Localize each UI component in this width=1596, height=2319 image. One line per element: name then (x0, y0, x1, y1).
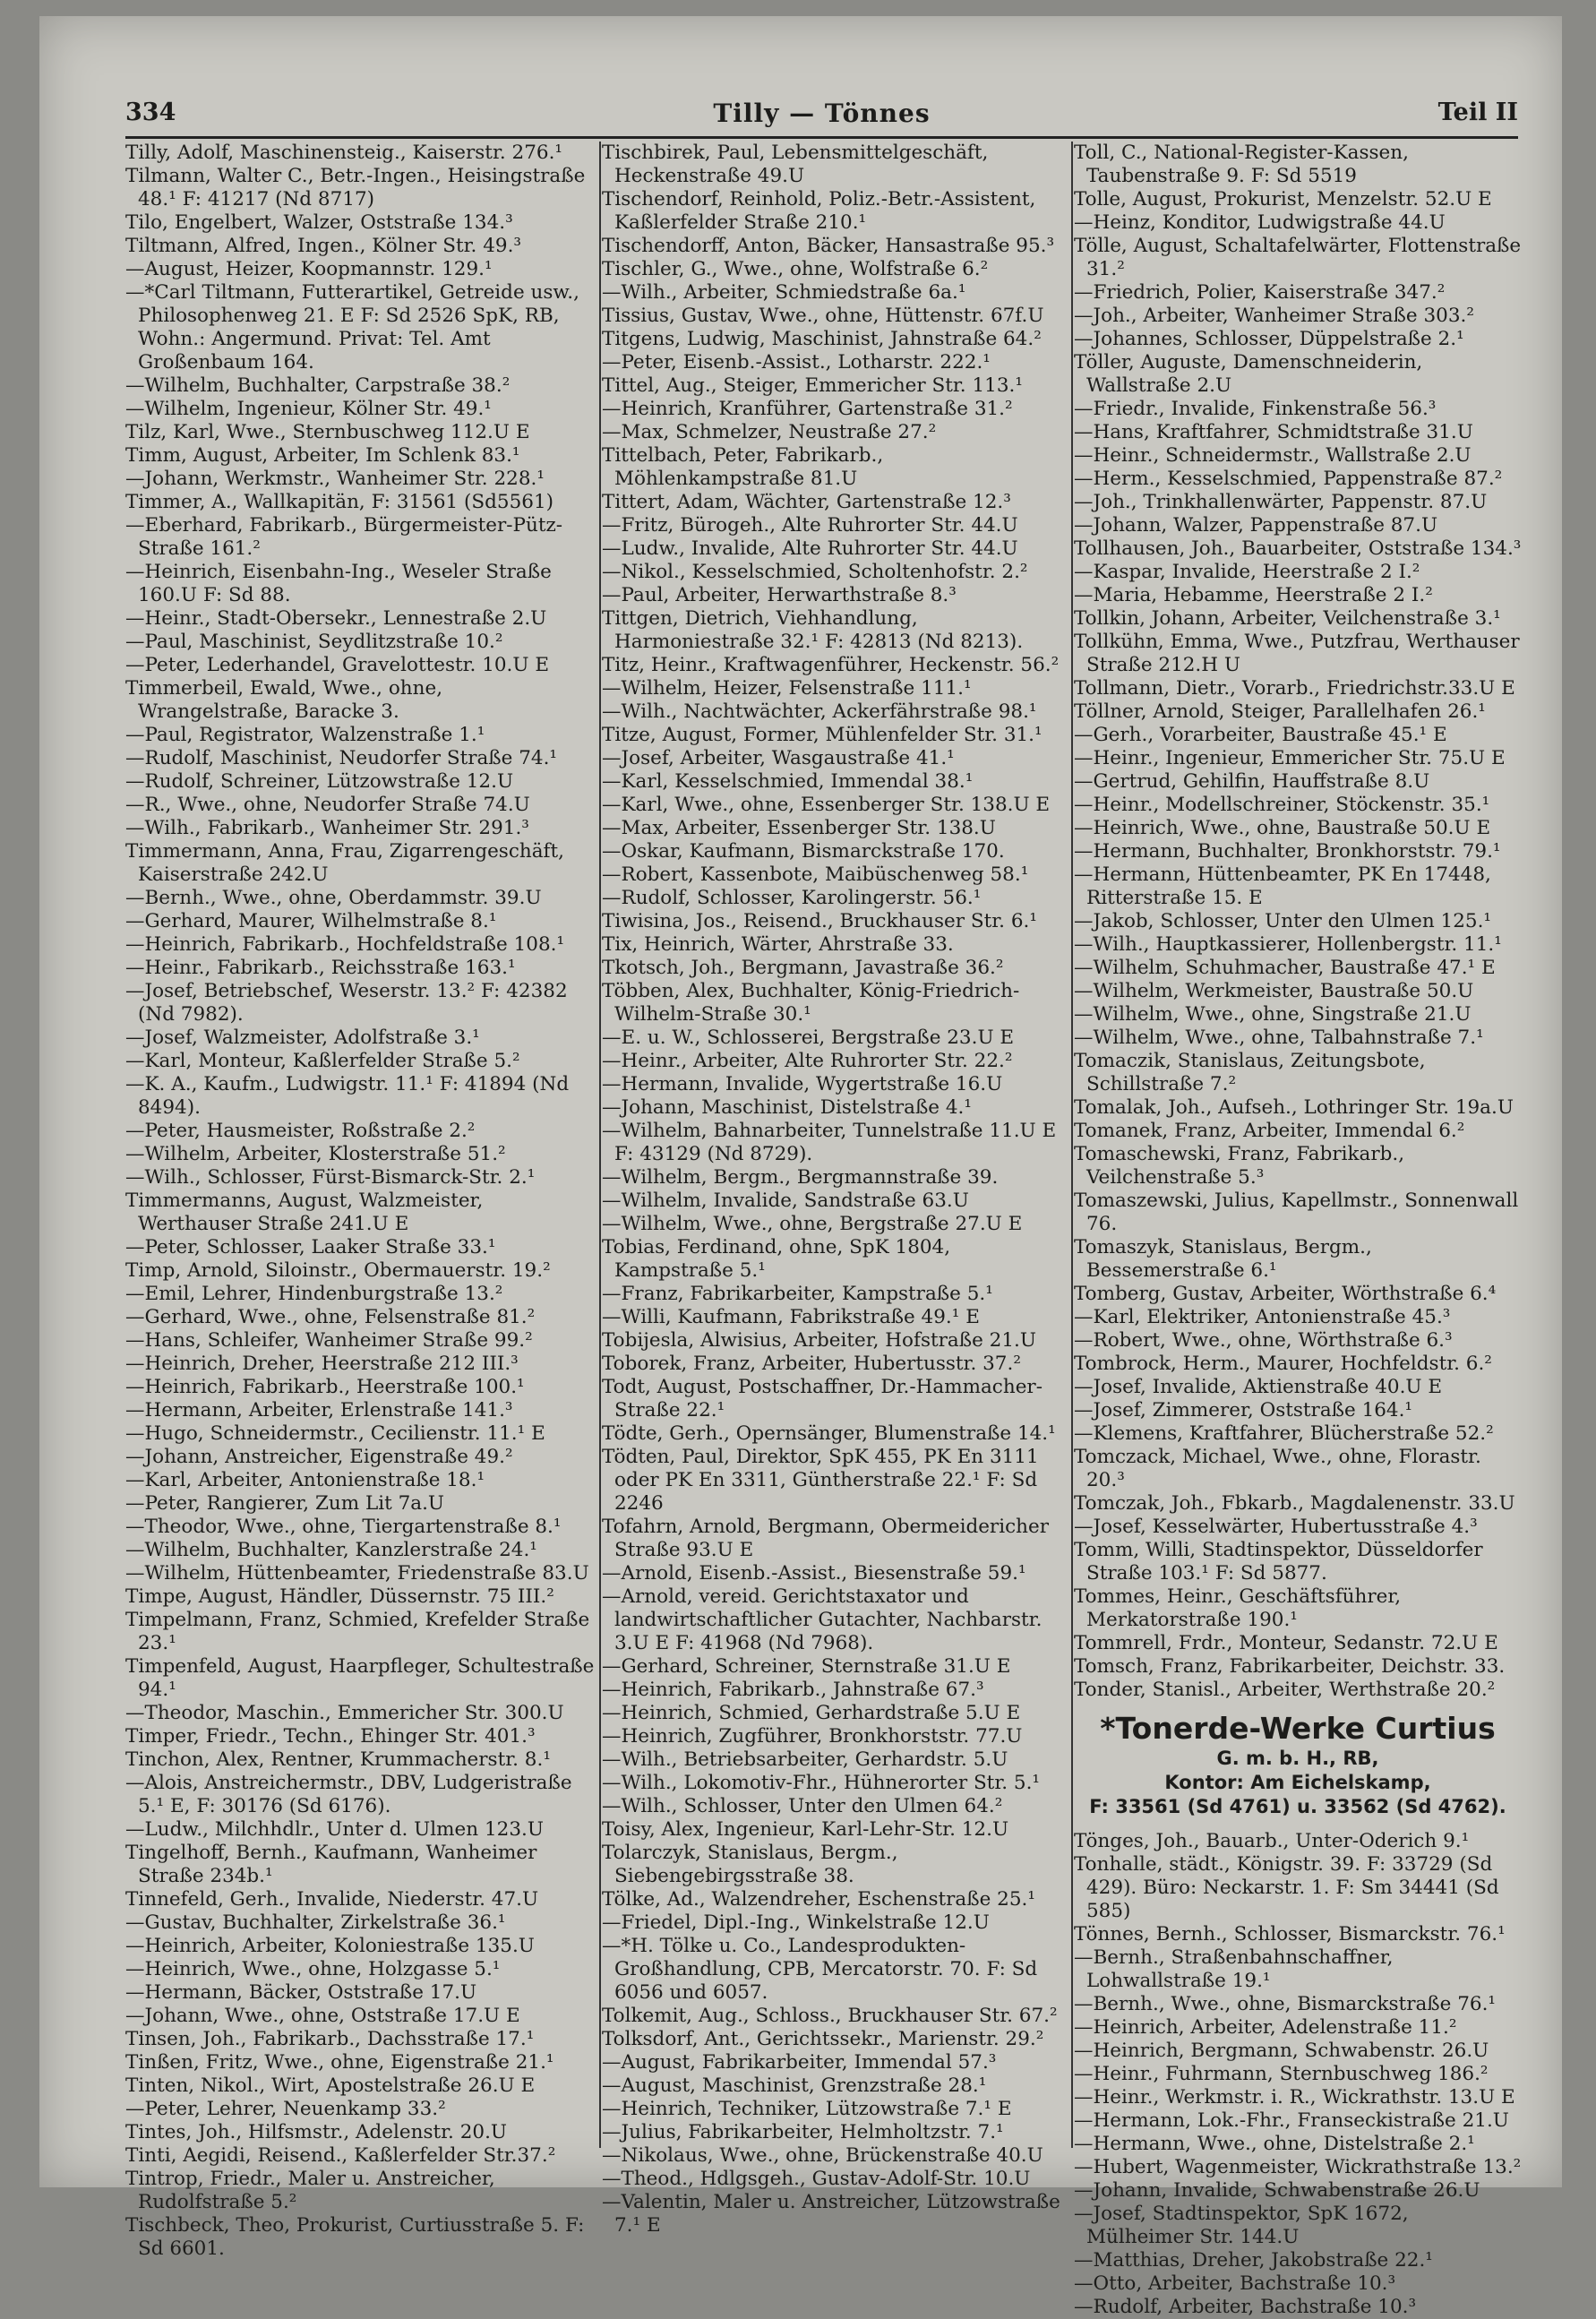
directory-entry: —Peter, Eisenb.-Assist., Lotharstr. 222.¹ (602, 351, 991, 374)
directory-entry: Tonhalle, städt., Königstr. 39. F: 33729 (Sd 429). Büro: Neckarstr. 1. F: Sm 34441 (Sd 585) (1074, 1853, 1499, 1922)
directory-entry: —Johann, Maschinist, Distelstraße 4.¹ (602, 1096, 972, 1119)
directory-entry: Tilo, Engelbert, Walzer, Oststraße 134.³ (125, 211, 513, 234)
directory-entry: —Friedr., Invalide, Finkenstraße 56.³ (1074, 398, 1437, 420)
directory-entry: —Wilhelm, Heizer, Felsenstraße 111.¹ (602, 677, 972, 700)
directory-entry: —Karl, Kesselschmied, Immendal 38.¹ (602, 770, 974, 793)
directory-entry: Tinchon, Alex, Rentner, Krummacherstr. 8.¹ (125, 1748, 551, 1771)
directory-entry: —Heinr., Fuhrmann, Sternbuschweg 186.² (1074, 2063, 1489, 2085)
directory-entry: —Wilh., Arbeiter, Schmiedstraße 6a.¹ (602, 281, 966, 304)
directory-entry: —Theodor, Maschin., Emmericher Str. 300.U (125, 1702, 564, 1724)
directory-entry: Tommrell, Frdr., Monteur, Sedanstr. 72.U E (1074, 1632, 1498, 1654)
directory-entry: —Nikol., Kesselschmied, Scholtenhofstr. 2.² (602, 561, 1028, 583)
directory-entry: Timmer, A., Wallkapitän, F: 31561 (Sd5561) (125, 491, 554, 513)
directory-entry: Tolle, August, Prokurist, Menzelstr. 52.U E (1074, 188, 1492, 210)
directory-entry: —Franz, Fabrikarbeiter, Kampstraße 5.¹ (602, 1283, 993, 1305)
directory-entry: —Gustav, Buchhalter, Zirkelstraße 36.¹ (125, 1911, 506, 1934)
directory-entry: —Peter, Schlosser, Laaker Straße 33.¹ (125, 1236, 496, 1258)
directory-entry: —Karl, Arbeiter, Antonienstraße 18.¹ (125, 1469, 485, 1491)
directory-entry: —Theod., Hdlgsgeh., Gustav-Adolf-Str. 10.U (602, 2168, 1031, 2190)
directory-entry: —Heinrich, Techniker, Lützowstraße 7.¹ E (602, 2098, 1012, 2120)
directory-entry: —Peter, Lederhandel, Gravelottestr. 10.U E (125, 654, 550, 676)
directory-entry: —Heinz, Konditor, Ludwigstraße 44.U (1074, 211, 1446, 234)
directory-entry: —Rudolf, Schlosser, Karolingerstr. 56.¹ (602, 887, 982, 909)
directory-entry: —Wilhelm, Schuhmacher, Baustraße 47.¹ E (1074, 957, 1496, 979)
directory-entry: Tomaszewski, Julius, Kapellmstr., Sonnenwall 76. (1074, 1190, 1519, 1235)
directory-entry: —Johann, Werkmstr., Wanheimer Str. 228.¹ (125, 468, 545, 490)
page-header (125, 95, 1518, 139)
directory-entry: Tischendorff, Anton, Bäcker, Hansastraße 95.³ (602, 235, 1055, 257)
directory-entry: Tkotsch, Joh., Bergmann, Javastraße 36.² (602, 957, 1004, 979)
directory-entry: —Johann, Invalide, Schwabenstraße 26.U (1074, 2179, 1480, 2202)
directory-entry: Tobijesla, Alwisius, Arbeiter, Hofstraße 21.U (602, 1329, 1036, 1352)
directory-entry: Tollkin, Johann, Arbeiter, Veilchenstraße 3.¹ (1074, 607, 1501, 630)
directory-entry: —August, Maschinist, Grenzstraße 28.¹ (602, 2074, 987, 2097)
directory-entry: —Wilhelm, Bergm., Bergmannstraße 39. (602, 1166, 999, 1189)
directory-entry: —Wilhelm, Werkmeister, Baustraße 50.U (1074, 980, 1474, 1002)
directory-entry: Tiwisina, Jos., Reisend., Bruckhauser Str. 6.¹ (602, 910, 1037, 932)
directory-entry: Tommes, Heinr., Geschäftsführer, Merkatorstraße 190.¹ (1074, 1585, 1402, 1631)
directory-entry: —Theodor, Wwe., ohne, Tiergartenstraße 8.¹ (125, 1516, 562, 1538)
directory-entry: Timp, Arnold, Siloinstr., Obermauerstr. 19.² (125, 1259, 551, 1282)
directory-entry: Tobias, Ferdinand, ohne, SpK 1804, Kampstraße 5.¹ (602, 1236, 951, 1282)
directory-entry: —Heinrich, Arbeiter, Adelenstraße 11.² (1074, 2016, 1457, 2039)
directory-entry: Tollkühn, Emma, Wwe., Putzfrau, Werthauser Straße 212.H U (1074, 631, 1520, 676)
directory-entry: —Max, Schmelzer, Neustraße 27.² (602, 421, 937, 443)
ad-line-1: G. m. b. H., RB, (1216, 1748, 1379, 1769)
directory-entry: Tilmann, Walter C., Betr.-Ingen., Heisingstraße 48.¹ F: 41217 (Nd 8717) (125, 165, 586, 210)
directory-entry: —Peter, Hausmeister, Roßstraße 2.² (125, 1120, 476, 1142)
directory-entry: —Rudolf, Maschinist, Neudorfer Straße 74.¹ (125, 747, 558, 769)
ad-line-3: F: 33561 (Sd 4761) u. 33562 (Sd 4762). (1089, 1796, 1506, 1817)
directory-entry: Tintes, Joh., Hilfsmstr., Adelenstr. 20.U (125, 2121, 508, 2143)
page-part: Teil II (1437, 99, 1518, 126)
directory-entry: —Wilhelm, Bahnarbeiter, Tunnelstraße 11.U E F: 43129 (Nd 8729). (602, 1120, 1057, 1165)
directory-entry: —Josef, Arbeiter, Wasgaustraße 41.¹ (602, 747, 955, 769)
directory-entry: Timmermann, Anna, Frau, Zigarrengeschäft, Kaiserstraße 242.U (125, 840, 564, 886)
directory-entry: —Gertrud, Gehilfin, Hauffstraße 8.U (1074, 770, 1430, 793)
directory-entry: Tölke, Ad., Walzendreher, Eschenstraße 25.¹ (602, 1888, 1035, 1911)
directory-entry: —Heinrich, Schmied, Gerhardstraße 5.U E (602, 1702, 1021, 1724)
directory-entry: Tomberg, Gustav, Arbeiter, Wörthstraße 6.⁴ (1074, 1283, 1497, 1305)
directory-entry: —Karl, Monteur, Kaßlerfelder Straße 5.² (125, 1050, 520, 1072)
directory-entry: Tomsch, Franz, Fabrikarbeiter, Deichstr. 33. (1074, 1655, 1506, 1678)
directory-entry: Tingelhoff, Bernh., Kaufmann, Wanheimer Straße 234b.¹ (125, 1842, 537, 1887)
directory-entry: —Friedrich, Polier, Kaiserstraße 347.² (1074, 281, 1446, 304)
directory-entry: —Josef, Kesselwärter, Hubertusstraße 4.³ (1074, 1516, 1478, 1538)
directory-entry: —Wilhelm, Wwe., ohne, Singstraße 21.U (1074, 1003, 1472, 1026)
directory-entry: —Wilhelm, Buchhalter, Carpstraße 38.² (125, 374, 511, 397)
directory-entry: Tomanek, Franz, Arbeiter, Immendal 6.² (1074, 1120, 1465, 1142)
directory-entry: —Emil, Lehrer, Hindenburgstraße 13.² (125, 1283, 503, 1305)
directory-entry: —Wilh., Schlosser, Fürst-Bismarck-Str. 2.¹ (125, 1166, 536, 1189)
directory-entry: —Heinrich, Eisenbahn-Ing., Weseler Straße 160.U F: Sd 88. (125, 561, 552, 606)
directory-entry: —Paul, Maschinist, Seydlitzstraße 10.² (125, 631, 503, 653)
directory-entry: —Peter, Lehrer, Neuenkamp 33.² (125, 2098, 446, 2120)
directory-entry: —August, Heizer, Koopmannstr. 129.¹ (125, 258, 493, 280)
directory-entry: Tonder, Stanisl., Arbeiter, Werthstraße 20.² (1074, 1679, 1496, 1701)
directory-entry: —E. u. W., Schlosserei, Bergstraße 23.U E (602, 1026, 1015, 1049)
directory-entry: —Maria, Hebamme, Heerstraße 2 I.² (1074, 584, 1433, 606)
directory-entry: —Heinr., Stadt-Obersekr., Lennestraße 2.U (125, 607, 547, 630)
directory-entry: —Hugo, Schneidermstr., Cecilienstr. 11.¹ E (125, 1422, 545, 1445)
directory-entry: —Wilhelm, Ingenieur, Kölner Str. 49.¹ (125, 398, 492, 420)
directory-entry: —Heinrich, Wwe., ohne, Baustraße 50.U E (1074, 817, 1491, 839)
directory-entry: Timpelmann, Franz, Schmied, Krefelder Straße 23.¹ (125, 1609, 590, 1654)
directory-entry: —Julius, Fabrikarbeiter, Helmholtzstr. 7.¹ (602, 2121, 1004, 2143)
directory-entry: Tiltmann, Alfred, Ingen., Kölner Str. 49.³ (125, 235, 522, 257)
directory-entry: —Robert, Wwe., ohne, Wörthstraße 6.³ (1074, 1329, 1453, 1352)
directory-entry: Tödten, Paul, Direktor, SpK 455, PK En 3111 oder PK En 3311, Güntherstraße 22.¹ F: Sd 2246 (602, 1446, 1039, 1515)
directory-entry: Toll, C., National-Register-Kassen, Taubenstraße 9. F: Sd 5519 (1074, 142, 1409, 187)
directory-entry: —Johannes, Schlosser, Düppelstraße 2.¹ (1074, 328, 1464, 350)
directory-entry: —Heinrich, Wwe., ohne, Holzgasse 5.¹ (125, 1958, 501, 1980)
directory-entry: Titz, Heinr., Kraftwagenführer, Heckenstr. 56.² (602, 654, 1060, 676)
directory-entry: —Wilh., Schlosser, Unter den Ulmen 64.² (602, 1795, 1003, 1817)
directory-entry: Timper, Friedr., Techn., Ehinger Str. 401.³ (125, 1725, 536, 1748)
directory-entry: Titgens, Ludwig, Maschinist, Jahnstraße 64.² (602, 328, 1042, 350)
directory-entry: Tischbirek, Paul, Lebensmittelgeschäft, Heckenstraße 49.U (602, 142, 989, 187)
directory-entry: Timpenfeld, August, Haarpfleger, Schultestraße 94.¹ (125, 1655, 595, 1701)
directory-entry: Töllner, Arnold, Steiger, Parallelhafen 26.¹ (1074, 700, 1486, 723)
directory-entry: Tintrop, Friedr., Maler u. Anstreicher, Rudolfstraße 5.² (125, 2168, 495, 2213)
directory-entry: —Heinr., Arbeiter, Alte Ruhrorter Str. 22.² (602, 1050, 1013, 1072)
directory-entry: —Bernh., Wwe., ohne, Oberdammstr. 39.U (125, 887, 542, 909)
directory-entry: —Heinr., Werkmstr. i. R., Wickrathstr. 13.U E (1074, 2086, 1515, 2109)
directory-entry: —Wilhelm, Wwe., ohne, Bergstraße 27.U E (602, 1213, 1023, 1235)
column-divider (599, 142, 601, 2148)
directory-entry: Tinti, Aegidi, Reisend., Kaßlerfelder Str.37.² (125, 2144, 556, 2167)
advertisement (1074, 1711, 1522, 1819)
directory-entry: Tomczak, Joh., Fbkarb., Magdalenenstr. 33.U (1074, 1492, 1515, 1515)
directory-entry: —Ludw., Milchhdlr., Unter d. Ulmen 123.U (125, 1818, 544, 1841)
directory-entry: —Nikolaus, Wwe., ohne, Brückenstraße 40.U (602, 2144, 1043, 2167)
directory-entry: —Valentin, Maler u. Anstreicher, Lützowstraße 7.¹ E (602, 2191, 1060, 2237)
directory-entry: Timmerbeil, Ewald, Wwe., ohne, Wrangelstraße, Baracke 3. (125, 677, 443, 723)
directory-entry: —August, Fabrikarbeiter, Immendal 57.³ (602, 2051, 997, 2074)
directory-entry: Tomalak, Joh., Aufseh., Lothringer Str. 19a.U (1074, 1096, 1514, 1119)
directory-entry: —Josef, Invalide, Aktienstraße 40.U E (1074, 1376, 1443, 1398)
directory-entry: Tittelbach, Peter, Fabrikarb., Möhlenkampstraße 81.U (602, 444, 884, 490)
directory-entry: Tischendorf, Reinhold, Poliz.-Betr.-Assistent, Kaßlerfelder Straße 210.¹ (602, 188, 1036, 234)
directory-entry: Tischbeck, Theo, Prokurist, Curtiusstraße 5. F: Sd 6601. (125, 2214, 585, 2260)
ad-line-2: Kontor: Am Eichelskamp, (1164, 1772, 1431, 1793)
directory-entry: —Paul, Arbeiter, Herwarthstraße 8.³ (602, 584, 957, 606)
directory-entry: —Heinrich, Fabrikarb., Heerstraße 100.¹ (125, 1376, 525, 1398)
directory-entry: —Josef, Zimmerer, Oststraße 164.¹ (1074, 1399, 1413, 1421)
directory-entry: —Rudolf, Schreiner, Lützowstraße 12.U (125, 770, 514, 793)
directory-entry: —K. A., Kaufm., Ludwigstr. 11.¹ F: 41894 (Nd 8494). (125, 1073, 570, 1119)
directory-entry: —Heinr., Ingenieur, Emmericher Str. 75.U E (1074, 747, 1506, 769)
ad-company-name: *Tonerde-Werke Curtius (1100, 1711, 1496, 1746)
directory-entry: Tolkemit, Aug., Schloss., Bruckhauser Str. 67.² (602, 2005, 1058, 2027)
directory-entry: —Hermann, Lok.-Fhr., Franseckistraße 21.U (1074, 2109, 1509, 2132)
directory-entry: —Kaspar, Invalide, Heerstraße 2 I.² (1074, 561, 1420, 583)
column-2 (602, 142, 1070, 2237)
directory-entry: —Johann, Anstreicher, Eigenstraße 49.² (125, 1446, 513, 1468)
column-3-entries (1074, 142, 1522, 1702)
directory-entry: —*Carl Tiltmann, Futterartikel, Getreide usw., Philosophenweg 21. E F: Sd 2526 SpK, RB, Wohn.: Angermund. Privat: Tel. Amt Großenbaum 164. (125, 281, 579, 374)
directory-entry: Tischler, G., Wwe., ohne, Wolfstraße 6.² (602, 258, 989, 280)
directory-entry: —Wilhelm, Invalide, Sandstraße 63.U (602, 1190, 969, 1212)
directory-entry: —Gerhard, Wwe., ohne, Felsenstraße 81.² (125, 1306, 536, 1328)
directory-entry: Tölle, August, Schaltafelwärter, Flottenstraße 31.² (1074, 235, 1522, 280)
directory-entry: —Johann, Wwe., ohne, Oststraße 17.U E (125, 2005, 520, 2027)
directory-entry: Todt, August, Postschaffner, Dr.-Hammacher-Straße 22.¹ (602, 1376, 1043, 1421)
directory-entry: Tittert, Adam, Wächter, Gartenstraße 12.³ (602, 491, 1011, 513)
directory-entry: —Hermann, Buchhalter, Bronkhorststr. 79.¹ (1074, 840, 1501, 863)
column-divider (1071, 142, 1073, 2148)
directory-entry: —Hermann, Bäcker, Oststraße 17.U (125, 1981, 477, 2004)
directory-entry: —Heinrich, Arbeiter, Koloniestraße 135.U (125, 1935, 535, 1957)
directory-entry: Tollhausen, Joh., Bauarbeiter, Oststraße 134.³ (1074, 537, 1522, 560)
directory-entry: Tinnefeld, Gerh., Invalide, Niederstr. 47.U (125, 1888, 539, 1911)
directory-entry: —Wilh., Fabrikarb., Wanheimer Str. 291.³ (125, 817, 529, 839)
directory-entry: —Heinr., Fabrikarb., Reichsstraße 163.¹ (125, 957, 516, 979)
directory-entry: Toborek, Franz, Arbeiter, Hubertusstr. 37.² (602, 1353, 1021, 1375)
directory-entry: Tomaschewski, Franz, Fabrikarb., Veilchenstraße 5.³ (1074, 1143, 1405, 1189)
directory-entry: Többen, Alex, Buchhalter, König-Friedrich-Wilhelm-Straße 30.¹ (602, 980, 1020, 1026)
directory-entry: —Heinrich, Bergmann, Schwabenstr. 26.U (1074, 2040, 1489, 2062)
directory-entry: Titze, August, Former, Mühlenfelder Str. 31.¹ (602, 724, 1043, 746)
directory-entry: Tönges, Joh., Bauarb., Unter-Oderich 9.¹ (1074, 1830, 1470, 1852)
directory-entry: —Hermann, Wwe., ohne, Distelstraße 2.¹ (1074, 2133, 1475, 2155)
directory-entry: Tittel, Aug., Steiger, Emmericher Str. 113.¹ (602, 374, 1023, 397)
directory-entry: Toisy, Alex, Ingenieur, Karl-Lehr-Str. 12.U (602, 1818, 1009, 1841)
directory-entry: —Heinr., Modellschreiner, Stöckenstr. 35.¹ (1074, 794, 1490, 816)
directory-entry: —Joh., Arbeiter, Wanheimer Straße 303.² (1074, 305, 1474, 327)
directory-entry: —Gerhard, Schreiner, Sternstraße 31.U E (602, 1655, 1011, 1678)
directory-entry: —Fritz, Bürogeh., Alte Ruhrorter Str. 44.U (602, 514, 1018, 537)
directory-entry: —Hans, Schleifer, Wanheimer Straße 99.² (125, 1329, 533, 1352)
directory-entry: —Arnold, vereid. Gerichtstaxator und landwirtschaftlicher Gutachter, Nachbarstr. 3.U E F: 41968 (Nd 7968). (602, 1585, 1043, 1654)
directory-entry: Tolarczyk, Stanislaus, Bergm., Siebengebirgsstraße 38. (602, 1842, 898, 1887)
directory-entry: Tix, Heinrich, Wärter, Ahrstraße 33. (602, 933, 954, 956)
directory-entry: —Herm., Kesselschmied, Pappenstraße 87.² (1074, 468, 1503, 490)
directory-entry: —Paul, Registrator, Walzenstraße 1.¹ (125, 724, 485, 746)
column-1 (125, 142, 598, 2260)
directory-entry: Tönnes, Bernh., Schlosser, Bismarckstr. 76.¹ (1074, 1923, 1506, 1945)
directory-entry: —Bernh., Wwe., ohne, Bismarckstraße 76.¹ (1074, 1993, 1497, 2015)
directory-entry: Timmermanns, August, Walzmeister, Werthauser Straße 241.U E (125, 1190, 484, 1235)
directory-entry: —Eberhard, Fabrikarb., Bürgermeister-Pütz-Straße 161.² (125, 514, 563, 560)
directory-entry: —Bernh., Straßenbahnschaffner, Lohwallstraße 19.¹ (1074, 1946, 1394, 1992)
page-number: 334 (125, 99, 176, 126)
directory-entry: —Matthias, Dreher, Jakobstraße 22.¹ (1074, 2249, 1433, 2272)
directory-entry: —Max, Arbeiter, Essenberger Str. 138.U (602, 817, 996, 839)
directory-entry: —Peter, Rangierer, Zum Lit 7a.U (125, 1492, 445, 1515)
page-title: Tilly — Tönnes (713, 99, 931, 128)
directory-entry: —Gerhard, Maurer, Wilhelmstraße 8.¹ (125, 910, 497, 932)
directory-entry: —Robert, Kassenbote, Maibüschenweg 58.¹ (602, 863, 1029, 886)
directory-entry: —Wilh., Lokomotiv-Fhr., Hühnerorter Str. 5.¹ (602, 1772, 1041, 1794)
directory-entry: —Johann, Walzer, Pappenstraße 87.U (1074, 514, 1438, 537)
directory-entry: —Arnold, Eisenb.-Assist., Biesenstraße 59.¹ (602, 1562, 1026, 1585)
directory-entry: —R., Wwe., ohne, Neudorfer Straße 74.U (125, 794, 530, 816)
directory-entry: —Otto, Arbeiter, Bachstraße 10.³ (1074, 2272, 1396, 2295)
directory-entry: —Ludw., Invalide, Alte Ruhrorter Str. 44.U (602, 537, 1018, 560)
directory-entry: —Hubert, Wagenmeister, Wickrathstraße 13.² (1074, 2156, 1522, 2178)
directory-entry: Tinsen, Joh., Fabrikarb., Dachsstraße 17.¹ (125, 2028, 535, 2050)
directory-entry: —Josef, Betriebschef, Weserstr. 13.² F: 42382 (Nd 7982). (125, 980, 568, 1026)
directory-entry: —*H. Tölke u. Co., Landesprodukten-Großhandlung, CPB, Mercatorstr. 70. F: Sd 6056 und 6057. (602, 1935, 1038, 2004)
directory-entry: —Hermann, Hüttenbeamter, PK En 17448, Ritterstraße 15. E (1074, 863, 1491, 909)
directory-entry: Tilz, Karl, Wwe., Sternbuschweg 112.U E (125, 421, 530, 443)
directory-entry: Tittgen, Dietrich, Viehhandlung, Harmoniestraße 32.¹ F: 42813 (Nd 8213). (602, 607, 1024, 653)
directory-entry: —Wilh., Betriebsarbeiter, Gerhardstr. 5.U (602, 1748, 1008, 1771)
directory-entry: —Heinrich, Dreher, Heerstraße 212 III.³ (125, 1353, 519, 1375)
directory-entry: —Jakob, Schlosser, Unter den Ulmen 125.¹ (1074, 910, 1492, 932)
directory-entry: —Heinrich, Fabrikarb., Hochfeldstraße 108.¹ (125, 933, 565, 956)
directory-entry: —Rudolf, Arbeiter, Bachstraße 10.³ (1074, 2296, 1417, 2318)
directory-entry: Tofahrn, Arnold, Bergmann, Obermeidericher Straße 93.U E (602, 1516, 1049, 1561)
directory-entry: Tomaczik, Stanislaus, Zeitungsbote, Schillstraße 7.² (1074, 1050, 1426, 1095)
directory-entry: Timm, August, Arbeiter, Im Schlenk 83.¹ (125, 444, 520, 467)
directory-entry: —Hermann, Arbeiter, Erlenstraße 141.³ (125, 1399, 513, 1421)
directory-entry: —Willi, Kaufmann, Fabrikstraße 49.¹ E (602, 1306, 980, 1328)
directory-entry: —Heinr., Schneidermstr., Wallstraße 2.U (1074, 444, 1472, 467)
column-3 (1074, 142, 1522, 2318)
directory-entry: —Hermann, Invalide, Wygertstraße 16.U (602, 1073, 1003, 1095)
directory-entry: —Karl, Wwe., ohne, Essenberger Str. 138.U E (602, 794, 1051, 816)
directory-entry: Töller, Auguste, Damenschneiderin, Wallstraße 2.U (1074, 351, 1423, 397)
directory-entry: —Joh., Trinkhallenwärter, Pappenstr. 87.U (1074, 491, 1488, 513)
directory-entry: —Wilhelm, Arbeiter, Klosterstraße 51.² (125, 1143, 506, 1165)
directory-entry: —Klemens, Kraftfahrer, Blücherstraße 52.² (1074, 1422, 1494, 1445)
directory-entry: Tödte, Gerh., Opernsänger, Blumenstraße 14.¹ (602, 1422, 1056, 1445)
directory-entry: Tinßen, Fritz, Wwe., ohne, Eigenstraße 21.¹ (125, 2051, 554, 2074)
directory-entry: Tollmann, Dietr., Vorarb., Friedrichstr.33.U E (1074, 677, 1515, 700)
directory-entry: —Heinrich, Zugführer, Bronkhorststr. 77.U (602, 1725, 1023, 1748)
directory-entry: —Wilhelm, Buchhalter, Kanzlerstraße 24.¹ (125, 1539, 537, 1561)
directory-entry: Tomaszyk, Stanislaus, Bergm., Bessemerstraße 6.¹ (1074, 1236, 1372, 1282)
directory-entry: —Alois, Anstreichermstr., DBV, Ludgeristraße 5.¹ E, F: 30176 (Sd 6176). (125, 1772, 572, 1817)
directory-entry: —Gerh., Vorarbeiter, Baustraße 45.¹ E (1074, 724, 1447, 746)
directory-entry: —Hans, Kraftfahrer, Schmidtstraße 31.U (1074, 421, 1473, 443)
directory-entry: —Wilh., Hauptkassierer, Hollenbergstr. 11.¹ (1074, 933, 1502, 956)
directory-entry: —Heinrich, Fabrikarb., Jahnstraße 67.³ (602, 1679, 984, 1701)
directory-entry: —Friedel, Dipl.-Ing., Winkelstraße 12.U (602, 1911, 990, 1934)
directory-entry: —Wilh., Nachtwächter, Ackerfährstraße 98.¹ (602, 700, 1037, 723)
directory-entry: Tombrock, Herm., Maurer, Hochfeldstr. 6.² (1074, 1353, 1492, 1375)
directory-entry: Tilly, Adolf, Maschinensteig., Kaiserstr. 276.¹ (125, 142, 563, 164)
directory-entry: —Karl, Elektriker, Antonienstraße 45.³ (1074, 1306, 1451, 1328)
directory-entry: —Wilhelm, Wwe., ohne, Talbahnstraße 7.¹ (1074, 1026, 1484, 1049)
directory-entry: Tinten, Nikol., Wirt, Apostelstraße 26.U E (125, 2074, 536, 2097)
directory-entry: —Heinrich, Kranführer, Gartenstraße 31.² (602, 398, 1013, 420)
directory-entry: —Josef, Walzmeister, Adolfstraße 3.¹ (125, 1026, 480, 1049)
column-3-entries-cont (1074, 1830, 1522, 2319)
directory-entry: Timpe, August, Händler, Düssernstr. 75 III.² (125, 1585, 554, 1608)
directory-entry: —Josef, Stadtinspektor, SpK 1672, Mülheimer Str. 144.U (1074, 2203, 1409, 2248)
directory-entry: Tomm, Willi, Stadtinspektor, Düsseldorfer Straße 103.¹ F: Sd 5877. (1074, 1539, 1483, 1585)
directory-entry: —Wilhelm, Hüttenbeamter, Friedenstraße 83.U (125, 1562, 589, 1585)
directory-entry: Tolksdorf, Ant., Gerichtssekr., Marienstr. 29.² (602, 2028, 1044, 2050)
directory-entry: —Oskar, Kaufmann, Bismarckstraße 170. (602, 840, 1005, 863)
directory-entry: Tomczack, Michael, Wwe., ohne, Florastr. 20.³ (1074, 1446, 1481, 1491)
directory-entry: Tissius, Gustav, Wwe., ohne, Hüttenstr. 67f.U (602, 305, 1044, 327)
